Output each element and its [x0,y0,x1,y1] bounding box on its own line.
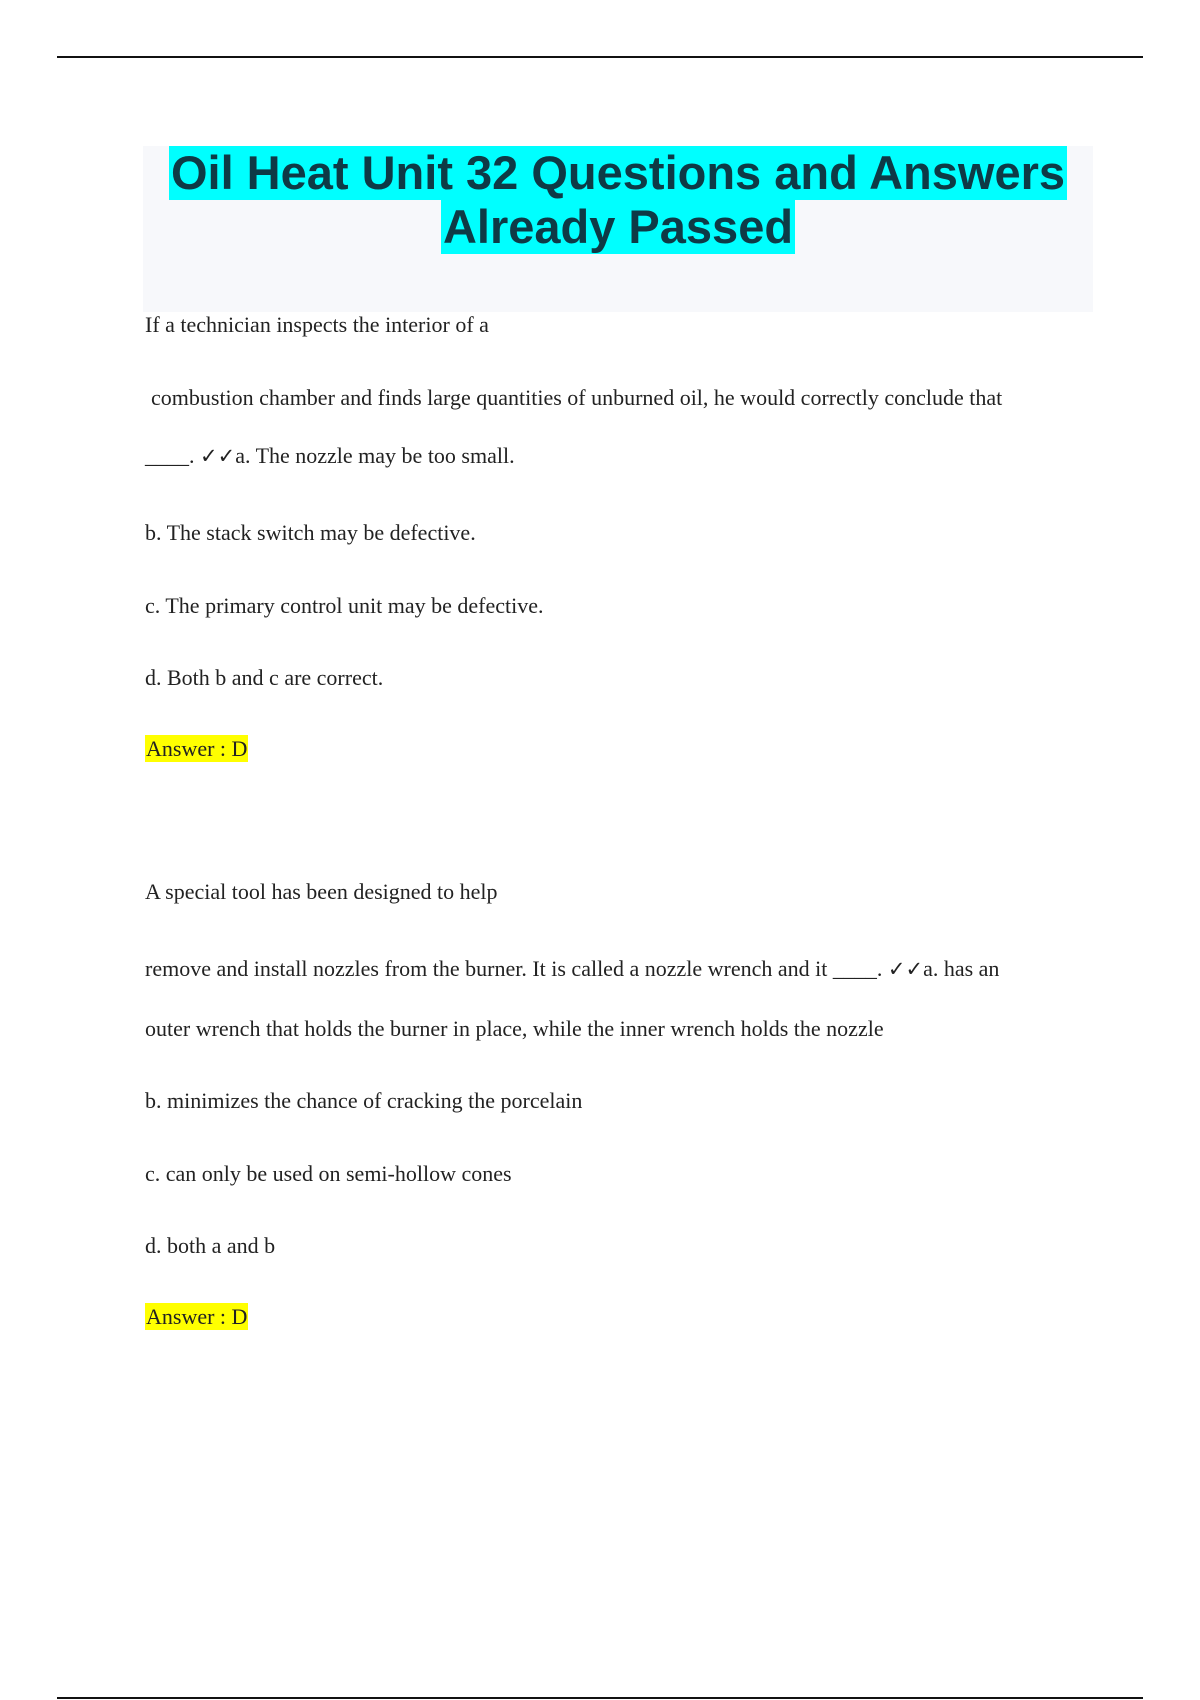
q1-option-d: d. Both b and c are correct. [145,665,384,690]
q2-line-3: outer wrench that holds the burner in place, while the inner wrench holds the nozzle [145,1016,884,1041]
q2-option-c: c. can only be used on semi-hollow cones [145,1161,512,1186]
double-check-icon: ✓✓ [887,957,924,981]
q1-line-2: combustion chamber and finds large quantities of unburned oil, he would correctly conclude that [151,385,1003,410]
q1-blank: ____. [145,443,200,468]
q2-option-b: b. minimizes the chance of cracking the porcelain [145,1088,583,1113]
q2-answer-highlight: Answer : D [146,1304,248,1329]
q1-line-1: If a technician inspects the interior of a [145,312,489,337]
q1-answer-highlight: Answer : D [146,736,248,761]
q1-option-b: b. The stack switch may be defective. [145,520,476,545]
q1-option-a: a. The nozzle may be too small. [235,443,515,468]
q2-option-d: d. both a and b [145,1233,276,1258]
double-check-icon: ✓✓ [200,444,236,468]
document-title-line-1: Oil Heat Unit 32 Questions and Answers [170,146,1066,199]
q2-line-1: A special tool has been designed to help [145,879,498,904]
q1-option-c: c. The primary control unit may be defective. [145,593,544,618]
header-rule [57,56,1143,58]
q1-answer-row [145,735,248,763]
document-title-line-2: Already Passed [442,200,794,253]
q2-answer-row [145,1303,248,1331]
q2-line-2-text: remove and install nozzles from the burner. It is called a nozzle wrench and it ____. [145,956,888,981]
q2-option-a-start: a. has an [923,956,1000,981]
footer-rule [57,1697,1143,1699]
title-block [143,146,1093,312]
q1-line-3 [145,442,515,470]
q2-line-2 [145,955,999,983]
